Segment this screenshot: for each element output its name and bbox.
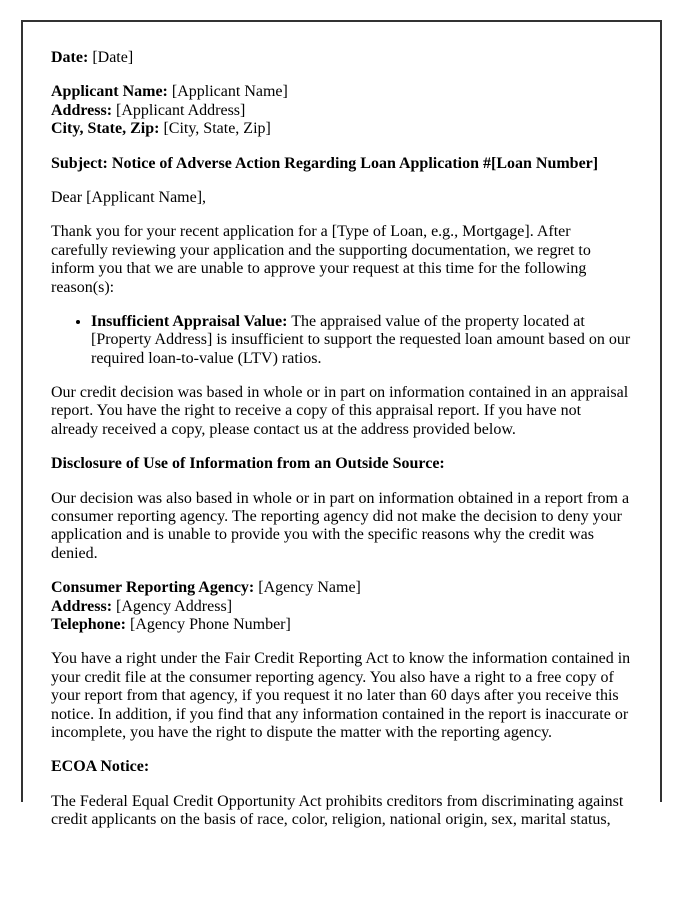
intro-paragraph: Thank you for your recent application for a [Type of Loan, e.g., Mortgage]. After carefully reviewing your application and the supporting documentation, we regret to inform you that we are unable to approve your request at this time for the following reason(s):	[51, 223, 591, 296]
denial-reason-item	[91, 313, 631, 368]
denial-reason-label: Insufficient Appraisal Value:	[91, 312, 288, 330]
denial-reasons-list	[51, 313, 631, 368]
agency-name-value: [Agency Name]	[258, 579, 361, 597]
appraisal-rights-paragraph: Our credit decision was based in whole or in part on information contained in an appraisal report. You have the right to receive a copy of this appraisal report. If you have not already received a copy, please contact us at the address provided below.	[51, 384, 629, 438]
salutation: Dear [Applicant Name],	[51, 188, 207, 206]
adverse-action-letter	[21, 20, 662, 829]
agency-address-value: [Agency Address]	[116, 597, 233, 615]
date-line	[51, 49, 631, 67]
applicant-address-block	[51, 83, 631, 138]
applicant-name-value: [Applicant Name]	[171, 83, 288, 101]
city-state-zip-label: City, State, Zip:	[51, 120, 160, 138]
ecoa-paragraph: The Federal Equal Credit Opportunity Act prohibits creditors from discriminating against credit applicants on the basis of race, color, religion, national origin, sex, marital status,	[51, 792, 624, 829]
subject-line: Subject: Notice of Adverse Action Regarding Loan Application #[Loan Number]	[51, 154, 599, 172]
agency-telephone-label: Telephone:	[51, 615, 126, 633]
agency-address-label: Address:	[51, 597, 113, 615]
fcra-rights-paragraph: You have a right under the Fair Credit Reporting Act to know the information contained in your credit file at the consumer reporting agency. You also have a right to a free copy of your report from that agency, if you request it no later than 60 days after you receive this notice. In addition, if you find that any information contained in the report is inaccurate or incomplete, you have the right to dispute the matter with the reporting agency.	[51, 650, 631, 741]
denial-reason-text: The appraised value of the property located at [Property Address] is insufficient to support the requested loan amount based on our required loan-to-value (LTV) ratios.	[91, 312, 631, 367]
date-label: Date:	[51, 49, 89, 66]
city-state-zip-value: [City, State, Zip]	[163, 120, 271, 138]
ecoa-heading: ECOA Notice:	[51, 758, 150, 776]
disclosure-heading: Disclosure of Use of Information from an Outside Source:	[51, 455, 445, 473]
agency-contact-block	[51, 579, 631, 634]
applicant-address-value: [Applicant Address]	[116, 101, 246, 119]
agency-telephone-value: [Agency Phone Number]	[129, 615, 291, 633]
date-value: [Date]	[92, 49, 134, 66]
applicant-name-label: Applicant Name:	[51, 83, 168, 101]
agency-name-label: Consumer Reporting Agency:	[51, 579, 255, 597]
disclosure-paragraph: Our decision was also based in whole or in part on information obtained in a report from a consumer reporting agency. The reporting agency did not make the decision to deny your application and is unable to provide you with the specific reasons why the credit was denied.	[51, 489, 630, 562]
applicant-address-label: Address:	[51, 101, 113, 119]
